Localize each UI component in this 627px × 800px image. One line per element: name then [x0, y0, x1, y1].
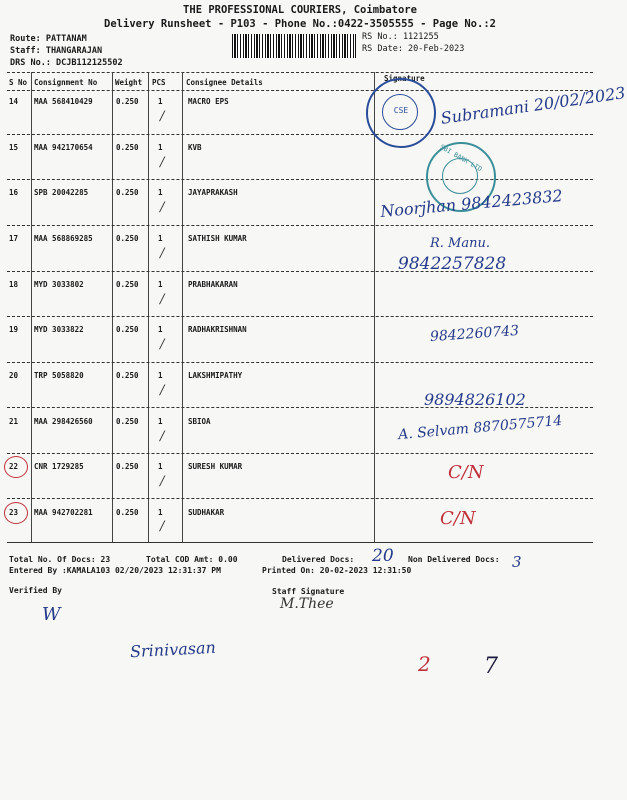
row-consignee: PRABHAKARAN: [188, 280, 238, 289]
non-delivered-count: 3: [512, 553, 522, 571]
delivered-count: 20: [372, 546, 394, 566]
row-pcs: 1: [158, 325, 163, 334]
handwritten-signature: Noorjhan 9842423832: [379, 186, 564, 221]
row-sno: 18: [9, 280, 19, 289]
handwritten-signature: 9842260743: [429, 322, 520, 346]
row-pcs: 1: [158, 188, 163, 197]
row-weight: 0.250: [116, 97, 139, 106]
row-divider: [7, 362, 593, 363]
row-consignment: TRP 5058820: [34, 371, 84, 380]
row-pcs: 1: [158, 97, 163, 106]
row-weight: 0.250: [116, 280, 139, 289]
handwritten-phone: 9842257828: [398, 254, 507, 274]
col-header-consignment: Consignment No: [34, 78, 98, 87]
row-sno: 14: [9, 97, 19, 106]
row-consignee: KVB: [188, 143, 202, 152]
tick-mark: /: [160, 246, 165, 261]
row-consignee: SBIOA: [188, 417, 211, 426]
route-label: Route: PATTANAM: [10, 34, 87, 44]
row-divider: [7, 179, 593, 180]
red-circle-mark: [4, 502, 28, 524]
col-header-pcs: PCS: [152, 78, 166, 87]
row-consignee: SURESH KUMAR: [188, 462, 243, 471]
row-weight: 0.250: [116, 462, 139, 471]
row-weight: 0.250: [116, 234, 139, 243]
row-pcs: 1: [158, 417, 163, 426]
cn-mark: C/N: [440, 508, 476, 529]
stamp-text: CSE: [393, 106, 409, 115]
row-consignment: MAA 568869285: [34, 234, 93, 243]
barcode: [232, 34, 356, 58]
row-weight: 0.250: [116, 188, 139, 197]
row-consignee: JAYAPRAKASH: [188, 188, 238, 197]
row-weight: 0.250: [116, 508, 139, 517]
drs-number: DRS No.: DCJB112125502: [10, 58, 123, 68]
row-consignee: SUDHAKAR: [188, 508, 225, 517]
table-top-border: [7, 72, 593, 73]
row-pcs: 1: [158, 508, 163, 517]
row-pcs: 1: [158, 280, 163, 289]
verified-by-label: Verified By: [9, 586, 62, 595]
handwritten-mark: 7: [484, 654, 498, 679]
row-consignment: CNR 1729285: [34, 462, 84, 471]
handwritten-phone: 9894826102: [424, 390, 526, 409]
row-divider: [7, 134, 593, 135]
staff-label: Staff: THANGARAJAN: [10, 46, 103, 56]
table-row: [0, 508, 600, 550]
staff-signature: M.Thee: [280, 596, 334, 612]
entered-by: Entered By :KAMALA103 02/20/2023 12:31:37 PM: [9, 566, 221, 575]
header-divider: [7, 90, 593, 91]
tick-mark: /: [160, 155, 165, 170]
rs-number: RS No.: 1121255: [362, 32, 439, 42]
row-sno: 16: [9, 188, 19, 197]
row-consignment: MYD 3033822: [34, 325, 84, 334]
row-consignee: LAKSHMIPATHY: [188, 371, 243, 380]
row-consignment: SPB 20042285: [34, 188, 89, 197]
verifier-initial: W: [42, 604, 61, 625]
row-consignment: MAA 942170654: [34, 143, 93, 152]
tick-mark: /: [160, 519, 165, 534]
row-sno: 20: [9, 371, 19, 380]
row-pcs: 1: [158, 234, 163, 243]
row-divider: [7, 225, 593, 226]
row-consignment: MYD 3033802: [34, 280, 84, 289]
tick-mark: /: [160, 429, 165, 444]
staff-signature-label: Staff Signature: [272, 587, 345, 596]
cn-mark: C/N: [448, 462, 484, 483]
handwritten-mark: 2: [418, 652, 431, 676]
rs-date: RS Date: 20-Feb-2023: [362, 44, 465, 54]
row-pcs: 1: [158, 371, 163, 380]
row-consignment: MAA 568410429: [34, 97, 93, 106]
row-weight: 0.250: [116, 371, 139, 380]
col-header-sno: S No: [9, 78, 28, 87]
row-weight: 0.250: [116, 417, 139, 426]
row-sno: 15: [9, 143, 19, 152]
row-consignee: RADHAKRISHNAN: [188, 325, 247, 334]
table-bottom-border: [7, 542, 593, 543]
row-consignment: MAA 298426560: [34, 417, 93, 426]
row-sno: 19: [9, 325, 19, 334]
tick-mark: /: [160, 383, 165, 398]
col-header-weight: Weight: [115, 78, 143, 87]
handwritten-signature: A. Selvam 8870575714: [397, 412, 563, 444]
col-header-signature: Signature: [384, 74, 425, 83]
row-consignment: MAA 942702281: [34, 508, 93, 517]
company-stamp: [366, 78, 436, 148]
non-delivered-docs: Non Delivered Docs:: [408, 555, 500, 564]
total-cod: Total COD Amt: 0.00: [146, 555, 238, 564]
handwritten-name: R. Manu.: [430, 236, 490, 251]
tick-mark: /: [160, 337, 165, 352]
row-sno: 21: [9, 417, 19, 426]
row-sno: 17: [9, 234, 19, 243]
runsheet-subtitle: Delivery Runsheet - P103 - Phone No.:0422-3505555 - Page No.:2: [104, 18, 496, 30]
row-weight: 0.250: [116, 143, 139, 152]
row-divider: [7, 316, 593, 317]
stamp-text: SBI BANK LTD: [438, 142, 484, 174]
tick-mark: /: [160, 474, 165, 489]
red-circle-mark: [4, 456, 28, 478]
tick-mark: /: [160, 200, 165, 215]
handwritten-signature: Subramani 20/02/2023: [439, 83, 627, 128]
row-divider: [7, 498, 593, 499]
delivered-docs: Delivered Docs:: [282, 555, 355, 564]
row-pcs: 1: [158, 462, 163, 471]
row-consignee: MACRO EPS: [188, 97, 229, 106]
verifier-signature: Srinivasan: [129, 637, 217, 662]
row-sno: 23: [9, 508, 19, 517]
row-sno: 22: [9, 462, 19, 471]
printed-on: Printed On: 20-02-2023 12:31:50: [262, 566, 412, 575]
row-consignee: SATHISH KUMAR: [188, 234, 247, 243]
row-pcs: 1: [158, 143, 163, 152]
row-divider: [7, 453, 593, 454]
table-row: [0, 234, 600, 276]
row-weight: 0.250: [116, 325, 139, 334]
company-title: THE PROFESSIONAL COURIERS, Coimbatore: [183, 4, 417, 16]
tick-mark: /: [160, 109, 165, 124]
tick-mark: /: [160, 292, 165, 307]
total-docs: Total No. Of Docs: 23: [9, 555, 111, 564]
col-header-details: Consignee Details: [186, 78, 263, 87]
